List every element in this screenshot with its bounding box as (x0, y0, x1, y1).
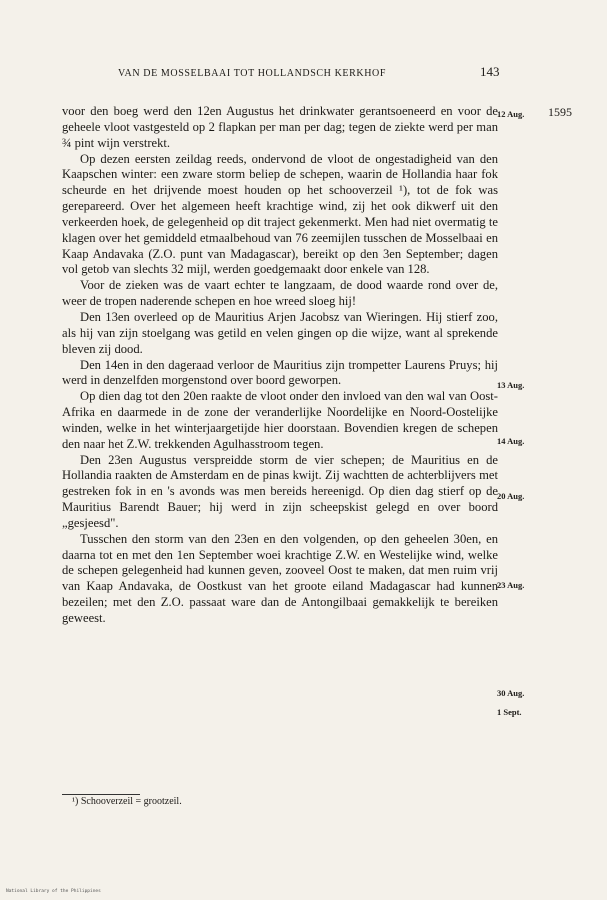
margin-date: 1 Sept. (497, 707, 522, 717)
paragraph: Den 14en in den dageraad verloor de Mauritius zijn trompetter Laurens Pruys; hij werd in denzelfden morgenstond over boord geworpen. (62, 357, 498, 388)
paragraph: Voor de zieken was de vaart echter te langzaam, de dood waarde rond over de, weer de tropen naderende schepen en hoe wreed sloeg hij! (62, 278, 498, 309)
body-text (62, 104, 498, 627)
margin-date: 14 Aug. (497, 436, 525, 446)
library-stamp: National Library of the Philippines (6, 889, 101, 894)
footnote-rule (62, 794, 140, 795)
paragraph: Den 13en overleed op de Mauritius Arjen Jacobsz van Wieringen. Hij stierf zoo, als hij van zijn stoelgang was getild en velen gingen op die wijze, want al sprekende bleven zij dood. (62, 309, 498, 356)
paragraph: voor den boeg werd den 12en Augustus het drinkwater gerantsoeneerd en voor de geheele vloot vastgesteld op 2 flapkan per man per dag; tegen de ziekte werd per man ¾ pint wijn verstrekt. (62, 104, 498, 150)
paragraph: Op dien dag tot den 20en raakte de vloot onder den invloed van den wal van Oost-Afrika en daarmede in de zone der veranderlijke Noordelijke en Noord-Oostelijke winden, welke in het winterjaargetijde hier doorstaan. Bovendien kregen de schepen den naar het Z.W. trekkenden Agulhasstroom tegen. (62, 389, 498, 451)
running-head: VAN DE MOSSELBAAI TOT HOLLANDSCH KERKHOF (118, 68, 387, 79)
margin-year: 1595 (548, 105, 572, 119)
margin-date: 20 Aug. (497, 491, 525, 501)
margin-date: 13 Aug. (497, 380, 525, 390)
footnote: ¹) Schooverzeil = grootzeil. (72, 796, 182, 807)
paragraph: Den 23en Augustus verspreidde storm de vier schepen; de Mauritius en de Hollandia raakten de Amsterdam en de pinas kwijt. Zij wachtten de achterblijvers met gestreken fok in en 's avonds was men bereids hereenigd. Op dien dag stierf op de Mauritius Barendt Bauer; hij werd in zijn scheepskist gelegd en over boord „gesjeesd". (62, 452, 498, 530)
page-number: 143 (480, 64, 500, 79)
margin-date: 12 Aug. (497, 109, 525, 119)
margin-date: 23 Aug. (497, 580, 525, 590)
margin-date: 30 Aug. (497, 688, 525, 698)
paragraph: Tusschen den storm van den 23en en den volgenden, op den geheelen 30en, en daarna tot en met den 1en September woei krachtige Z.W. en Westelijke wind, welke de schepen gelegenheid had kunnen geven, zooveel Oost te maken, dat men ruim vrij van Kaap Andavaka, de Oostkust van het groote eiland Madagascar had kunnen bezeilen; met den Z.O. passaat ware dan de Antongilbaai gemakkelijk te bereiken geweest. (62, 531, 498, 625)
paragraph: Op dezen eersten zeildag reeds, ondervond de vloot de ongestadigheid van den Kaapschen winter: een zware storm beliep de schepen, waarin de Hollandia haar fok scheurde en het drijvende moest houden op het schooverzeil ¹), tot de fok was gerepareerd. Over het algemeen heeft krachtige wind, zij het ook dikwerf uit den verkeerden hoek, de gelegenheid op dit traject gekenmerkt. Men had niet overmatig te klagen over het gemiddeld etmaalbehoud van 76 zeemijlen tusschen de Mosselbaai en Kaap Andavaka (Z.O. punt van Madagascar), bereikt op den 3en September; dagen vol getob van slechts 32 mijl, werden goedgemaakt door enkele van 128. (62, 151, 498, 277)
